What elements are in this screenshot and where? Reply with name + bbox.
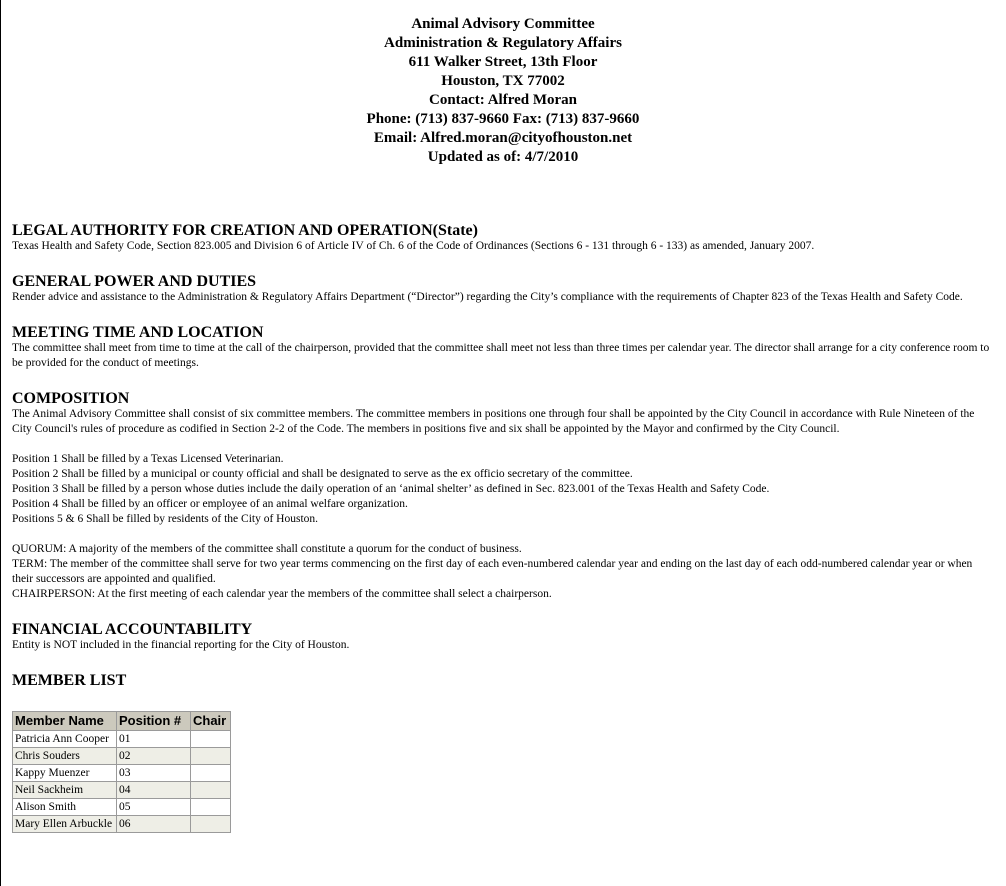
chairperson-rule: CHAIRPERSON: At the first meeting of each calendar year the members of the committee shall select a chairperson. [12, 588, 552, 600]
member-table-header [13, 712, 231, 731]
member-position: 03 [117, 765, 191, 782]
header-line-updated: Updated as of: 4/7/2010 [427, 149, 579, 165]
member-position: 06 [117, 816, 191, 833]
table-row [13, 731, 231, 748]
member-chair [191, 731, 231, 748]
committee-header [0, 15, 1006, 167]
header-line-contact: Contact: Alfred Moran [428, 92, 578, 108]
meeting-text: The committee shall meet from time to time at the call of the chairperson, provided that the committee shall meet not less than three times per calendar year. The director shall arrange for a city conference room to be provided for the conduct of meetings. [12, 342, 990, 369]
member-chair [191, 782, 231, 799]
member-chair [191, 816, 231, 833]
header-line-city: Houston, TX 77002 [441, 73, 565, 89]
table-row [13, 782, 231, 799]
header-line-committee: Animal Advisory Committee [411, 16, 595, 32]
member-chair [191, 748, 231, 765]
member-name: Alison Smith [13, 799, 117, 816]
member-position: 01 [117, 731, 191, 748]
member-position: 04 [117, 782, 191, 799]
position-2: Position 2 Shall be filled by a municipal or county official and shall be designated to serve as the ex officio secretary of the committee. [12, 468, 633, 480]
member-position: 05 [117, 799, 191, 816]
member-name: Mary Ellen Arbuckle [13, 816, 117, 833]
legal-authority-section [12, 223, 996, 254]
member-chair [191, 799, 231, 816]
powers-text: Render advice and assistance to the Administration & Regulatory Affairs Department (“Director”) regarding the City’s compliance with the requirements of Chapter 823 of the Texas Health and Safety Code. [12, 291, 963, 303]
member-list-section [12, 673, 996, 833]
column-member-name: Member Name [13, 712, 117, 731]
member-chair [191, 765, 231, 782]
table-row [13, 765, 231, 782]
position-1: Position 1 Shall be filled by a Texas Licensed Veterinarian. [12, 453, 284, 465]
term-rule: TERM: The member of the committee shall serve for two year terms commencing on the first day of each even-numbered calendar year and ending on the last day of each odd-numbered calendar year or when their successors are appointed and qualified. [12, 558, 973, 585]
financial-section [12, 622, 996, 653]
legal-authority-title: LEGAL AUTHORITY FOR CREATION AND OPERATION(State) [12, 222, 478, 239]
financial-text: Entity is NOT included in the financial reporting for the City of Houston. [12, 639, 350, 651]
header-line-department: Administration & Regulatory Affairs [384, 35, 622, 51]
column-chair: Chair [191, 712, 231, 731]
header-line-email: Email: Alfred.moran@cityofhouston.net [373, 130, 633, 146]
financial-title: FINANCIAL ACCOUNTABILITY [12, 621, 253, 638]
table-row [13, 799, 231, 816]
position-4: Position 4 Shall be filled by an officer or employee of an animal welfare organization. [12, 498, 408, 510]
positions-5-6: Positions 5 & 6 Shall be filled by residents of the City of Houston. [12, 513, 319, 525]
quorum-rule: QUORUM: A majority of the members of the committee shall constitute a quorum for the conduct of business. [12, 543, 522, 555]
composition-title: COMPOSITION [12, 390, 130, 407]
powers-section [12, 274, 996, 305]
member-list-title: MEMBER LIST [12, 672, 127, 689]
table-row [13, 816, 231, 833]
page-content [12, 15, 996, 833]
meeting-title: MEETING TIME AND LOCATION [12, 324, 264, 341]
member-name: Chris Souders [13, 748, 117, 765]
meeting-section [12, 325, 996, 371]
header-line-street: 611 Walker Street, 13th Floor [408, 54, 598, 70]
powers-title: GENERAL POWER AND DUTIES [12, 273, 257, 290]
member-table [12, 711, 231, 833]
composition-intro: The Animal Advisory Committee shall consist of six committee members. The committee members in positions one through four shall be appointed by the City Council in accordance with Rule Nineteen of the City Council's rules of procedure as codified in Section 2-2 of the Code. The members in positions five and six shall be appointed by the Mayor and confirmed by the City Council. [12, 408, 975, 435]
member-name: Patricia Ann Cooper [13, 731, 117, 748]
table-row [13, 748, 231, 765]
member-position: 02 [117, 748, 191, 765]
position-3: Position 3 Shall be filled by a person whose duties include the daily operation of an ‘animal shelter’ as defined in Sec. 823.001 of the Texas Health and Safety Code. [12, 483, 770, 495]
header-line-phone: Phone: (713) 837-9660 Fax: (713) 837-9660 [366, 111, 640, 127]
legal-authority-text: Texas Health and Safety Code, Section 823.005 and Division 6 of Article IV of Ch. 6 of the Code of Ordinances (Sections 6 - 131 through 6 - 133) as amended, January 2007. [12, 240, 815, 252]
member-name: Neil Sackheim [13, 782, 117, 799]
composition-section [12, 391, 996, 602]
member-name: Kappy Muenzer [13, 765, 117, 782]
column-position: Position # [117, 712, 191, 731]
